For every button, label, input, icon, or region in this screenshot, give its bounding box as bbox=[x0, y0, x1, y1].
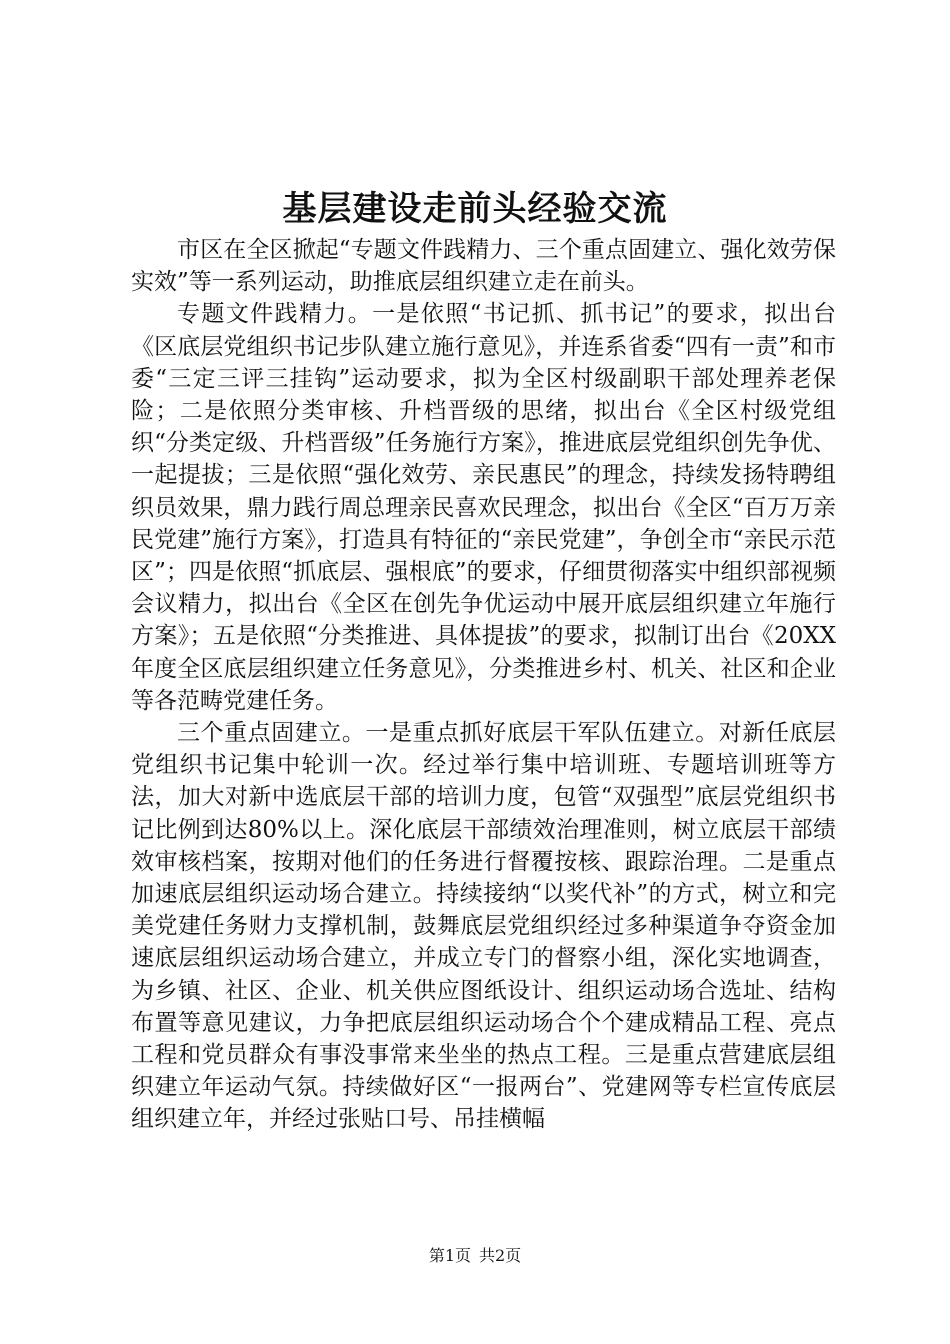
page-total: 共2页 bbox=[479, 1246, 522, 1265]
body-paragraph-priorities: 三个重点固建立。一是重点抓好底层干军队伍建立。对新任底层党组织书记集中轮训一次。经过举行集中培训班、专题培训班等方法，加大对新中选底层干部的培训力度，包管“双强型”底层党组织书记比例到达80%以上。深化底层干部绩效治理准则，树立底层干部绩效审核档案，按期对他们的任务进行督覆按核、跟踪治理。二是重点加速底层组织运动场合建立。持续接纳“以奖代补”的方式，树立和完美党建任务财力支撑机制，鼓舞底层党组织经过多种渠道争夺资金加速底层组织运动场合建立，并成立专门的督察小组，深化实地调查，为乡镇、社区、企业、机关供应图纸设计、组织运动场合选址、结构布置等意见建议，力争把底层组织运动场合个个建成精品工程、亮点工程和党员群众有事没事常来坐坐的热点工程。三是重点营建底层组织建立年运动气氛。持续做好区“一报两台”、党建网等专栏宣传底层组织建立年，并经过张贴口号、吊挂横幅 bbox=[131, 720, 836, 1133]
document-body bbox=[131, 234, 836, 1136]
body-paragraph-policy: 专题文件践精力。一是依照“书记抓、抓书记”的要求，拟出台《区底层党组织书记步队建立施行意见》，并连系省委“四有一责”和市委“三定三评三挂钩”运动要求，拟为全区村级副职干部处理养老保险；二是依照分类审核、升档晋级的思绪，拟出台《全区村级党组织“分类定级、升档晋级”任务施行方案》，推进底层党组织创先争优、一起提拔；三是依照“强化效劳、亲民惠民”的理念，持续发扬特聘组织员效果，鼎力践行周总理亲民喜欢民理念，拟出台《全区“百万万亲民党建”施行方案》，打造具有特征的“亲民党建”，争创全市“亲民示范区”；四是依照“抓底层、强根底”的要求，仔细贯彻落实中组织部视频会议精力，拟出台《全区在创先争优运动中展开底层组织建立年施行方案》；五是依照“分类推进、具体提拔”的要求，拟制订出台《20XX年度全区底层组织建立任务意见》，分类推进乡村、机关、社区和企业等各范畴党建任务。 bbox=[131, 301, 836, 714]
document-title: 基层建设走前头经验交流 bbox=[282, 189, 668, 229]
page-number: 第1页 bbox=[428, 1246, 471, 1265]
page-footer bbox=[0, 1246, 950, 1266]
body-paragraph-intro: 市区在全区掀起“专题文件践精力、三个重点固建立、强化效劳保实效”等一系列运动，助推底层组织建立走在前头。 bbox=[131, 237, 836, 296]
